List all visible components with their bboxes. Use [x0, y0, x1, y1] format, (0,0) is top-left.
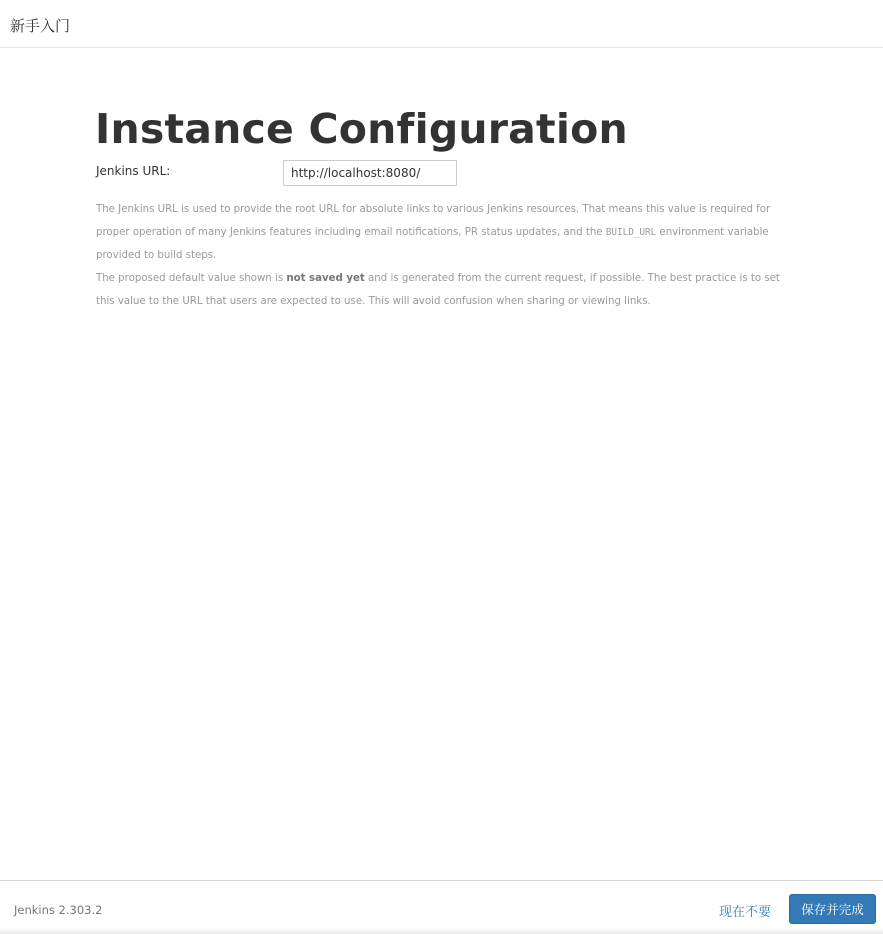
help-text: and is generated from the current request, if possible. The best practice is to set this value to the URL that users are expected to use. This will avoid confusion when sharing or viewing links. — [96, 273, 780, 307]
wizard-header — [0, 0, 883, 48]
save-and-finish-button[interactable]: 保存并完成 — [789, 894, 876, 924]
help-paragraph-2 — [96, 267, 790, 313]
jenkins-url-label: Jenkins URL: — [96, 164, 171, 178]
not-saved-emphasis: not saved yet — [286, 273, 365, 284]
help-text: environment variable provided to build steps. — [96, 227, 769, 261]
footer-shadow — [0, 928, 883, 934]
help-text: The proposed default value shown is — [96, 273, 287, 284]
jenkins-url-row — [95, 160, 795, 190]
build-url-code: BUILD_URL — [605, 227, 657, 238]
instance-configuration-panel — [95, 100, 795, 313]
page-title: Instance Configuration — [95, 105, 628, 153]
help-paragraph-1 — [96, 198, 790, 267]
skip-button[interactable]: 现在不要 — [719, 905, 772, 920]
jenkins-url-input[interactable] — [283, 160, 457, 186]
wizard-footer — [0, 880, 883, 934]
version-label: Jenkins 2.303.2 — [14, 903, 103, 917]
header-title: 新手入门 — [10, 17, 71, 35]
jenkins-url-help — [95, 198, 790, 313]
help-text: The Jenkins URL is used to provide the root URL for absolute links to various Jenkins resources. That means this value is required for proper operation of many Jenkins features including email notifications, PR status updates, and the — [96, 204, 771, 238]
